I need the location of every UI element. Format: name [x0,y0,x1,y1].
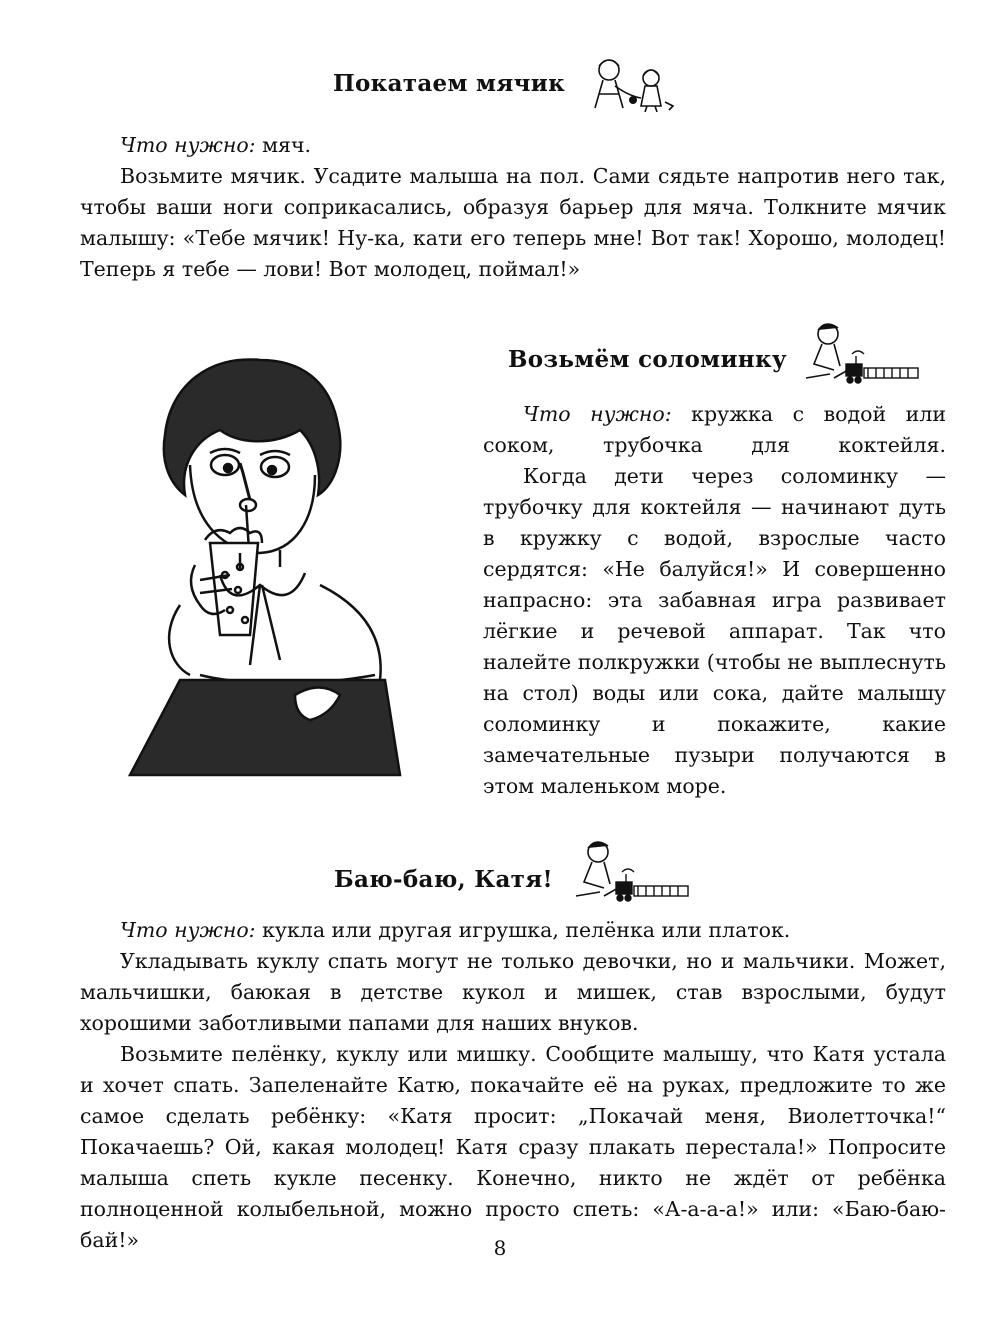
boy-with-train-icon [570,838,692,902]
paragraph-ball: Возьмите мячик. Усадите малыша на пол. Сами сядьте напротив него так, чтобы ваши ноги соприкасались, образуя барьер для мяча. Толкните мячик малышу: «Тебе мячик! Ну-ка, кати его теперь мне! Вот так! Хорошо, молодец! Теперь я тебе — лови! Вот молодец, поймал!» [80,164,946,281]
need-text: мяч. [255,133,312,157]
need-label: Что нужно: [120,918,256,942]
need-ball [80,130,946,161]
paragraph-katya-1: Укладывать куклу спать могут не только девочки, но и мальчики. Может, мальчишки, баюкая в детстве кукол и мишек, став взрослыми, будут хорошими заботливыми папами для наших внуков. [80,949,946,1035]
section-title-ball: Покатаем мячик [333,70,566,97]
section-title-katya: Баю-баю, Катя! [334,866,553,893]
boy-with-train-icon [800,320,922,384]
section-title-straw: Возьмём соломинку [508,346,787,373]
need-text: кружка с водой или соком, трубочка для коктейля. [483,402,947,457]
need-katya [80,915,946,946]
paragraph-katya-2: Возьмите пелёнку, куклу или мишку. Сообщите малышу, что Катя устала и хочет спать. Запеленайте Катю, покачайте её на руках, предложите то же самое сделать ребёнку: «Катя просит: „Покачай меня, Виолетточка!“ Покачаешь? Ой, какая молодец! Катя сразу плакать перестала!» Попросите малыша спеть кукле песенку. Конечно, никто не ждёт от ребёнка полноценной колыбельной, можно просто спеть: «А-а-а-а!» или: «Баю-баю-бай!» [80,1042,946,1252]
girl-drinking-straw-illustration [100,335,440,780]
need-straw [483,399,946,461]
need-label: Что нужно: [120,133,256,157]
page-number: 8 [493,1236,507,1260]
paragraph-straw: Когда дети через соломинку — трубочку для коктейля — начинают дуть в кружку с водой, взрослые часто сердятся: «Не балуйся!» И совершенно напрасно: эта забавная игра развивает лёгкие и речевой аппарат. Так что налейте полкружки (чтобы не выплеснуть на стол) воды или сока, дайте малышу соломинку и покажите, какие замечательные пузыри получаются в этом маленьком море. [483,464,946,798]
need-label: Что нужно: [523,402,672,426]
need-text: кукла или другая игрушка, пелёнка или платок. [255,918,791,942]
two-children-icon [585,56,697,112]
